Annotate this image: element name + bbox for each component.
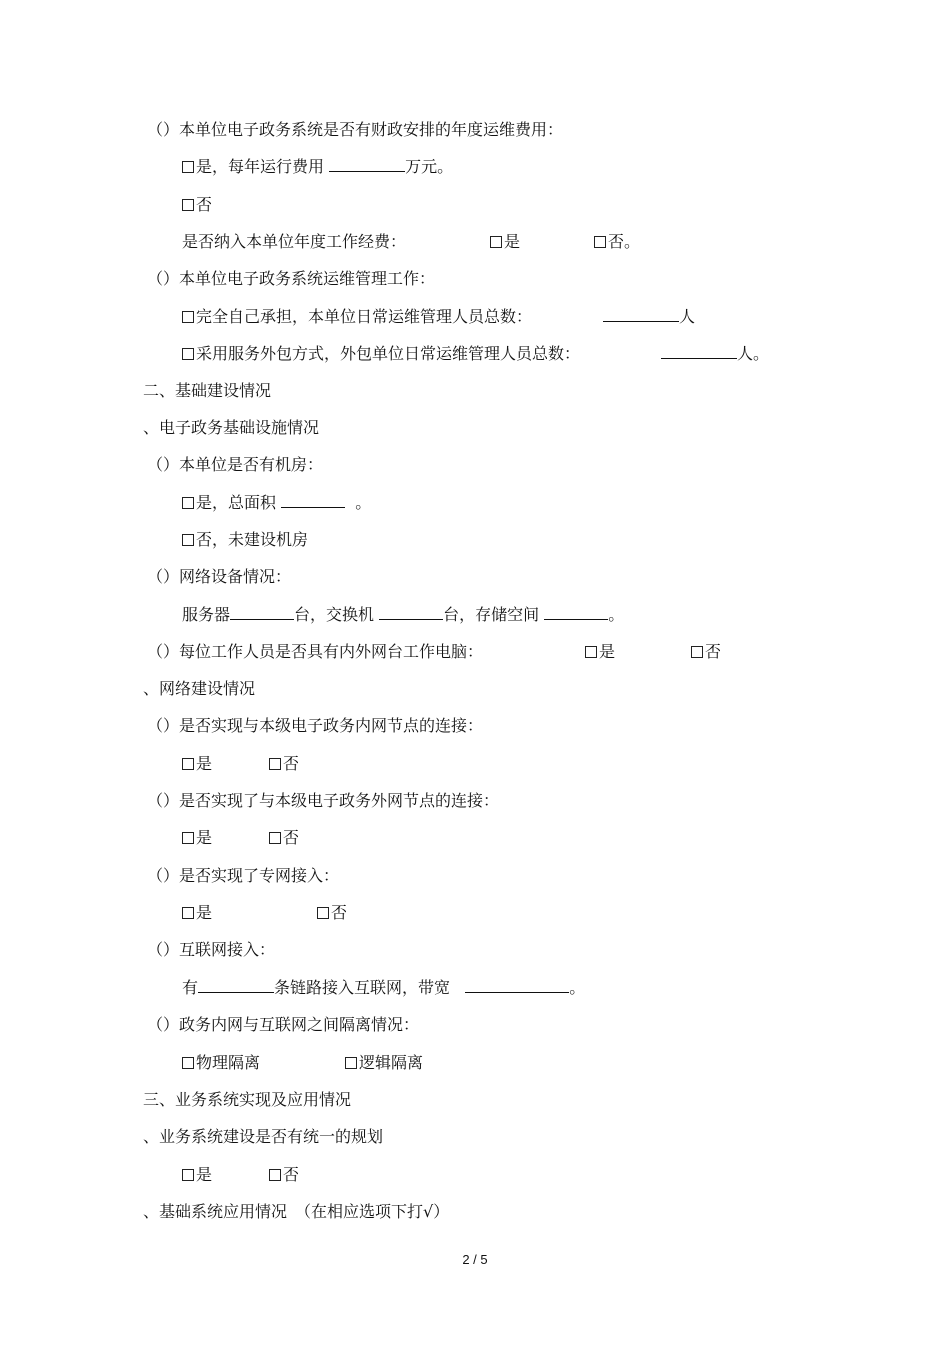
question-annual-fee: （）本单位电子政务系统是否有财政安排的年度运维费用： [147,120,564,139]
option-logical-isolation: 逻辑隔离 [345,1053,423,1073]
question-server-room: （）本单位是否有机房： [147,455,324,474]
checkbox-icon[interactable] [182,1169,194,1181]
fill-blank[interactable] [379,605,443,620]
option-budget-no: 否。 [594,232,640,252]
checkbox-icon[interactable] [182,199,194,211]
fill-blank[interactable] [603,307,679,322]
option-private-yes: 是 [182,903,212,923]
option-intranet-no: 否 [269,754,299,774]
option-self-managed: 完全自己承担，本单位日常运维管理人员总数： [182,307,532,327]
option-room-no: 否，未建设机房 [182,530,308,550]
subsection-network: 、网络建设情况 [143,679,256,698]
checkbox-icon[interactable] [182,311,194,323]
fill-blank[interactable] [465,978,569,993]
outsourced-count: 人。 [661,344,769,364]
checkbox-icon[interactable] [585,646,597,658]
checkbox-icon[interactable] [182,1057,194,1069]
fill-blank[interactable] [329,157,405,172]
question-ops-management: （）本单位电子政务系统运维管理工作： [147,269,436,288]
page-number: 2 / 5 [462,1252,488,1267]
fill-blank[interactable] [281,493,345,508]
option-plan-yes: 是 [182,1165,212,1185]
option-private-no: 否 [317,903,347,923]
checkbox-icon[interactable] [691,646,703,658]
subsection-facilities: 、电子政务基础设施情况 [143,418,320,437]
checkbox-icon[interactable] [182,907,194,919]
question-internet: （）互联网接入： [147,940,276,959]
subsection-unified-plan: 、业务系统建设是否有统一的规划 [143,1127,384,1146]
checkbox-icon[interactable] [182,497,194,509]
checkbox-icon[interactable] [345,1057,357,1069]
option-fee-yes: 是，每年运行费用 万元。 [182,157,453,177]
option-physical-isolation: 物理隔离 [182,1053,260,1073]
checkbox-icon[interactable] [182,758,194,770]
fill-blank[interactable] [544,605,608,620]
fill-blank[interactable] [661,344,737,359]
checkbox-icon[interactable] [490,236,502,248]
checkbox-icon[interactable] [269,832,281,844]
fill-blank[interactable] [198,978,274,993]
option-room-yes: 是，总面积 。 [182,493,371,513]
option-budget-yes: 是 [490,232,520,252]
question-extranet: （）是否实现了与本级电子政务外网节点的连接： [147,791,500,810]
checkbox-icon[interactable] [269,758,281,770]
question-budget-included: 是否纳入本单位年度工作经费： [182,232,407,251]
option-extranet-yes: 是 [182,828,212,848]
option-workstations-yes: 是 [585,642,615,662]
option-extranet-no: 否 [269,828,299,848]
checkbox-icon[interactable] [182,161,194,173]
subsection-basic-systems: 、基础系统应用情况 （在相应选项下打√） [143,1202,450,1221]
checkbox-icon[interactable] [317,907,329,919]
internet-links: 有 条链路接入互联网，带宽 。 [182,978,586,997]
option-plan-no: 否 [269,1165,299,1185]
question-workstations: （）每位工作人员是否具有内外网台工作电脑： [147,642,484,661]
section-heading-business-systems: 三、业务系统实现及应用情况 [143,1090,352,1109]
option-outsourced: 采用服务外包方式，外包单位日常运维管理人员总数： [182,344,580,364]
fill-blank[interactable] [230,605,294,620]
option-fee-no: 否 [182,195,212,215]
checkbox-icon[interactable] [182,534,194,546]
option-workstations-no: 否 [691,642,721,662]
self-managed-count: 人 [603,307,695,327]
checkbox-icon[interactable] [594,236,606,248]
checkbox-icon[interactable] [182,348,194,360]
option-intranet-yes: 是 [182,754,212,774]
device-counts: 服务器 台，交换机 台，存储空间 。 [182,605,625,624]
question-private-network: （）是否实现了专网接入： [147,866,340,885]
checkbox-icon[interactable] [269,1169,281,1181]
question-network-devices: （）网络设备情况： [147,567,292,586]
section-heading-infrastructure: 二、基础建设情况 [143,381,272,400]
question-isolation: （）政务内网与互联网之间隔离情况： [147,1015,420,1034]
checkbox-icon[interactable] [182,832,194,844]
question-intranet: （）是否实现与本级电子政务内网节点的连接： [147,716,484,735]
